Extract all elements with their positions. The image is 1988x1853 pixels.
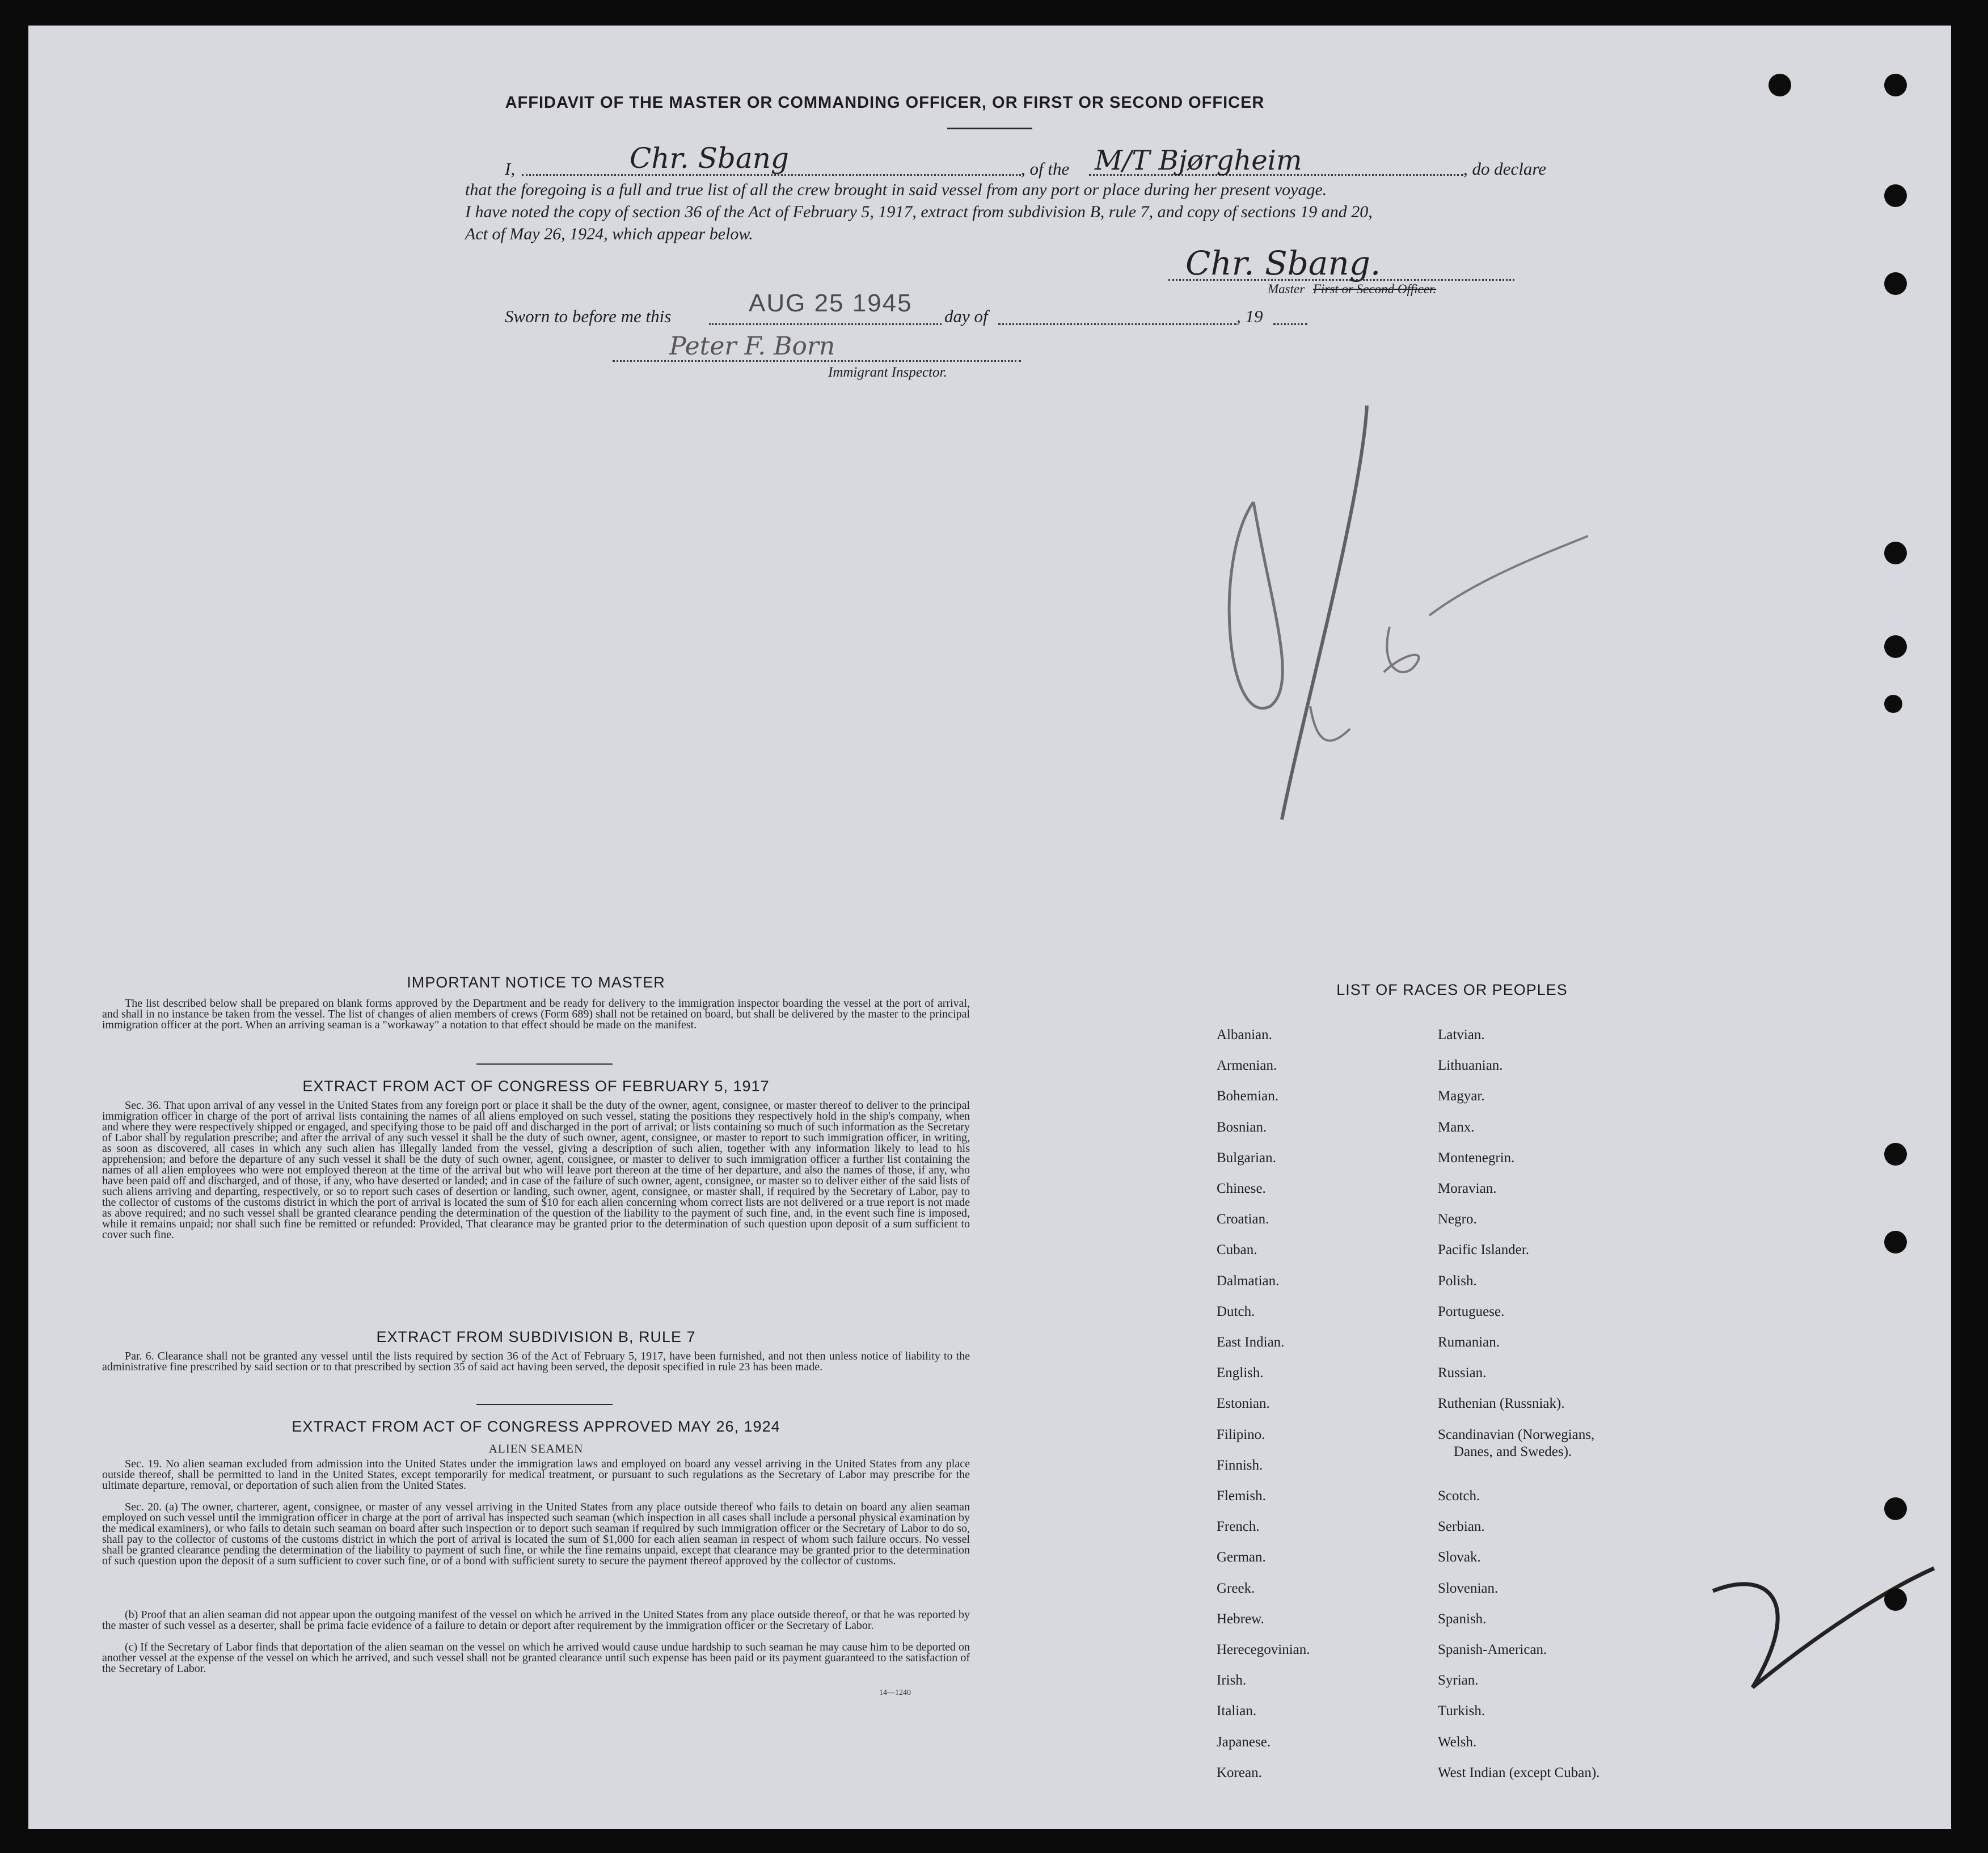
race-item: Flemish. [1217, 1488, 1266, 1504]
signature-line [1168, 279, 1514, 281]
race-item: Pacific Islander. [1438, 1242, 1530, 1258]
binder-hole [1884, 1143, 1907, 1166]
notice-title: IMPORTANT NOTICE TO MASTER [407, 974, 665, 991]
binder-hole [1884, 272, 1907, 295]
binder-hole [1884, 542, 1907, 564]
race-item: Korean. [1217, 1765, 1262, 1780]
extract-1924-sec20c: (c) If the Secretary of Labor finds that deportation of the alien seaman on the vessel on which he arrived would cause undue hardship to such seaman he may cause him to be deported on another vessel at the expense of the vessel on which he arrived, and such vessel shall not be granted clearance until such expense has been paid or its payment guaranteed to the satisfaction of the Secretary of Labor. [102, 1641, 970, 1675]
binder-hole [1884, 695, 1902, 713]
race-item: Manx. [1438, 1119, 1475, 1135]
year-prefix: , 19 [1236, 306, 1263, 326]
race-item: East Indian. [1217, 1335, 1285, 1350]
affidavit-title: AFFIDAVIT OF THE MASTER OR COMMANDING OFFICER, OR FIRST OR SECOND OFFICER [505, 94, 1265, 112]
pencil-date-mark [1180, 389, 1588, 842]
race-item: Bosnian. [1217, 1119, 1267, 1135]
race-item: Herecegovinian. [1217, 1642, 1310, 1657]
signature-caption-struck: First or Second Officer. [1313, 282, 1437, 296]
document-sheet [28, 26, 1951, 1829]
inspector-line [613, 360, 1021, 362]
race-item: Croatian. [1217, 1212, 1269, 1227]
vessel-name-handwritten: M/T Bjørgheim [1095, 145, 1302, 176]
race-item: Spanish-American. [1438, 1642, 1547, 1657]
affidavit-line-4: Act of May 26, 1924, which appear below. [465, 225, 753, 243]
extract-1924-subtitle: ALIEN SEAMEN [488, 1442, 584, 1455]
extract-1917-text: Sec. 36. That upon arrival of any vessel in the United States from any foreign port or place it shall be the duty of the owner, agent, consignee, or master thereof to deliver to the principal immigration officer in charge of the port of arrival lists containing the names of all aliens employed on such vessel, stating the positions they respectively hold in the ship's company, when and where they were respectively shipped or engaged, and specifying those to be paid off and discharged in the port of arrival; or lists containing so much of such information as the Secretary of Labor shall by regulation prescribe; and after the arrival of any such vessel it shall be the duty of such owner, agent, consignee, or master to report to such immigration officer, in writing, as soon as discovered, all cases in which any such alien has illegally landed from the vessel, giving a description of such alien, together with any information likely to lead to his apprehension; and before the departure of any such vessel it shall be the duty of such owner, agent, consignee, or master to deliver to such immigration officer a further list containing the names of all alien employees who were not employed thereon at the time of the arrival but who will leave port thereon at the time of her departure, and also the names of those, if any, who have been paid off and discharged, and of those, if any, who have deserted or landed; and in case of the failure of such owner, agent, consignee, or master so to deliver either of the said lists of such aliens arriving and departing, respectively, or so to report such cases of desertion or landing, such owner, agent, consignee, or master shall, if required by the Secretary of Labor, pay to the collector of customs of the customs district in which the port of arrival is located the sum of $10 for each alien concerning whom correct lists are not delivered or a true report is not made as above required; and no such vessel shall be granted clearance pending the determination of the question of the liability to the payment of such fine, and, in the event such fine is imposed, while it remains unpaid; nor shall such fine be remitted or refunded: Provided, That clearance may be granted prior to the determination of such question upon deposit of a sum sufficient to cover such fine. [102, 1099, 970, 1241]
race-item: Russian. [1438, 1365, 1487, 1381]
race-item: Irish. [1217, 1673, 1247, 1689]
race-item: Syrian. [1438, 1673, 1479, 1689]
race-item: Magyar. [1438, 1088, 1485, 1104]
divider-2 [476, 1404, 613, 1405]
race-item: Portuguese. [1438, 1303, 1505, 1319]
notice-text: The list described below shall be prepared on blank forms approved by the Department and be ready for delivery to the immigration inspector boarding the vessel at the port of arrival, and shall in no instance be taken from the vessel. The list of changes of alien members of crews (Form 689) shall not be retained on board, but shall be delivered by the master to the principal immigration officer at the port. When an arriving seaman is a "workaway" a notation to that effect should be made on the manifest. [102, 997, 970, 1031]
race-item: Filipino. [1217, 1426, 1265, 1442]
race-item: Bohemian. [1217, 1088, 1279, 1104]
race-item: Danes, and Swedes). [1454, 1443, 1572, 1459]
race-item: Dutch. [1217, 1303, 1255, 1319]
races-left-column [1217, 1027, 1443, 1798]
race-item: Spanish. [1438, 1611, 1487, 1627]
race-item: Montenegrin. [1438, 1150, 1515, 1166]
extract-rule7-text: Par. 6. Clearance shall not be granted any vessel until the lists required by section 36 of the Act of February 5, 1917, have been furnished, and not then unless notice of liability to the administrative fine prescribed by said section or to that prescribed by section 35 of said act having been served, the deposit specified in rule 23 has been made. [102, 1350, 970, 1373]
master-signature: Chr. Sbang. [1185, 244, 1381, 282]
race-item: Finnish. [1217, 1457, 1263, 1473]
binder-hole [1884, 1231, 1907, 1253]
binder-hole [1884, 184, 1907, 207]
affidavit-line-3: I have noted the copy of section 36 of the Act of February 5, 1917, extract from subdivision B, rule 7, and copy of sections 19 and 20, [465, 202, 1373, 221]
race-item: Armenian. [1217, 1058, 1277, 1074]
master-name-handwritten: Chr. Sbang [630, 142, 789, 175]
i-label: I, [505, 159, 516, 179]
race-item: Turkish. [1438, 1703, 1485, 1719]
race-item: Rumanian. [1438, 1335, 1500, 1350]
form-number: 14—1240 [879, 1689, 911, 1697]
race-item: Negro. [1438, 1212, 1477, 1227]
race-item: German. [1217, 1550, 1266, 1565]
race-item: Dalmatian. [1217, 1273, 1280, 1289]
race-item: English. [1217, 1365, 1264, 1381]
race-item: Moravian. [1438, 1181, 1497, 1196]
race-item: Italian. [1217, 1703, 1257, 1719]
race-item: Cuban. [1217, 1242, 1257, 1258]
extract-1924-title: EXTRACT FROM ACT OF CONGRESS APPROVED MAY 26, 1924 [292, 1418, 780, 1435]
race-item: Slovenian. [1438, 1580, 1499, 1596]
binder-hole [1768, 74, 1791, 96]
races-right-column [1438, 1027, 1744, 1798]
extract-1924-sec20a: Sec. 20. (a) The owner, charterer, agent, consignee, or master of any vessel arriving in the United States from any place outside thereof who fails to detain on board any alien seaman employed on such vessel until the immigration officer in charge at the port of arrival has inspected such seaman (which inspection in all cases shall include a personal physical examination by the medical examiners), or who fails to detain such seaman on board after such inspection or to deport such seaman if required by such immigration officer or the Secretary of Labor to do so, shall pay to the collector of customs of the customs district in which the port of arrival is located the sum of $1,000 for each alien seaman in respect of whom such failure occurs. No vessel shall be granted clearance pending the determination of the liability to payment of such fine, or while the fine remains unpaid, except that clearance may be granted prior to the determination of such question upon the deposit of a sum sufficient to cover such fine, or of a bond with sufficient surety to secure the payment thereof approved by the collector of customs. [102, 1501, 970, 1567]
of-the-label: , of the [1021, 159, 1070, 179]
signature-caption-master: Master [1268, 282, 1305, 296]
race-item: Chinese. [1217, 1181, 1266, 1196]
race-item: Lithuanian. [1438, 1058, 1503, 1074]
binder-hole [1884, 74, 1907, 96]
divider-1 [476, 1063, 613, 1065]
affidavit-line-2: that the foregoing is a full and true list of all the crew brought in said vessel from any port or place during her present voyage. [465, 180, 1327, 199]
extract-rule7-title: EXTRACT FROM SUBDIVISION B, RULE 7 [376, 1328, 696, 1345]
binder-hole [1884, 635, 1907, 658]
extract-1917-title: EXTRACT FROM ACT OF CONGRESS OF FEBRUARY 5, 1917 [302, 1078, 770, 1095]
inspector-caption: Immigrant Inspector. [828, 365, 947, 380]
race-item: Greek. [1217, 1580, 1255, 1596]
race-item: Welsh. [1438, 1734, 1477, 1750]
extract-1924-sec19: Sec. 19. No alien seaman excluded from admission into the United States under the immigration laws and employed on board any vessel arriving in the United States from any place outside thereof, shall be permitted to land in the United States, except temporarily for medical treatment, or pursuant to such regulations as the Secretary of Labor may prescribe for the ultimate departure, removal, or deportation of such alien from the United States. [102, 1458, 970, 1492]
race-item: Bulgarian. [1217, 1150, 1276, 1166]
races-title: LIST OF RACES OR PEOPLES [1336, 981, 1568, 998]
race-item: Scotch. [1438, 1488, 1480, 1504]
race-item: Polish. [1438, 1273, 1477, 1289]
date-stamp: AUG 25 1945 [749, 289, 913, 317]
race-item: Serbian. [1438, 1519, 1485, 1535]
race-item: Japanese. [1217, 1734, 1271, 1750]
race-item: Slovak. [1438, 1550, 1481, 1565]
extract-1924-sec20b: (b) Proof that an alien seaman did not appear upon the outgoing manifest of the vessel on which he arrived in the United States from any place outside thereof, or that he was reported by the master of such vessel as a deserter, shall be prima facie evidence of a failure to detain or deport after requirement by the immigration officer or the Secretary of Labor. [102, 1609, 970, 1632]
title-divider [947, 128, 1032, 129]
do-declare-label: , do declare [1463, 159, 1547, 179]
race-item: French. [1217, 1519, 1260, 1535]
sworn-year-line [1273, 323, 1307, 325]
race-item: Scandinavian (Norwegians, [1438, 1426, 1595, 1442]
binder-hole [1884, 1497, 1907, 1520]
inspector-signature: Peter F. Born [669, 332, 835, 361]
race-item: Latvian. [1438, 1027, 1485, 1042]
race-item: West Indian (except Cuban). [1438, 1765, 1600, 1780]
sworn-month-line [998, 323, 1236, 325]
binder-hole [1884, 1588, 1907, 1611]
race-item: Ruthenian (Russniak). [1438, 1396, 1565, 1412]
race-item: Estonian. [1217, 1396, 1270, 1412]
sworn-day-line [709, 323, 942, 325]
race-item: Albanian. [1217, 1027, 1272, 1042]
sworn-label: Sworn to before me this [505, 306, 672, 326]
day-of-label: day of [944, 306, 988, 326]
race-item: Hebrew. [1217, 1611, 1264, 1627]
